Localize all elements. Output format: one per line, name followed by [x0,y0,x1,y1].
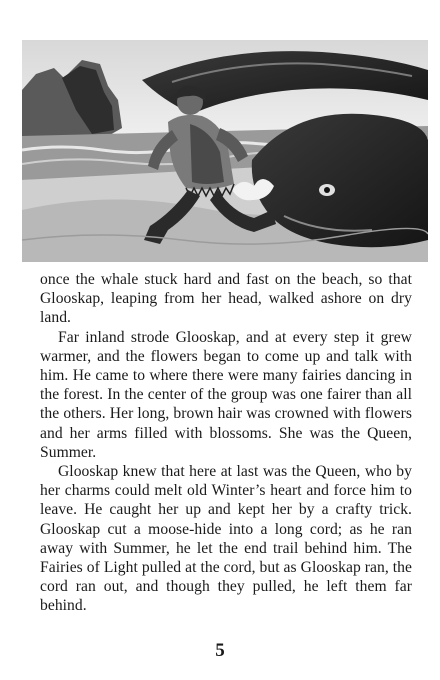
page-number: 5 [215,640,225,661]
paragraph-3: Glooskap knew that here at last was the Queen, who by her charms could melt old Winter’s heart and force him to leave. He caught her up and kept her by a crafty trick. Glooskap cut a moose-hide into a long cord; as he ran away with Summer, he let the end trail behind him. The Fairies of Light pulled at the cord, but as Glooskap ran, the cord ran out, and though they pulled, he left them far behind. [40,463,412,615]
paragraph-1: once the whale stuck hard and fast on the beach, so that Glooskap, leaping from her head, walked ashore on dry land. [40,271,412,327]
story-text [40,270,412,616]
illustration-glooskap-whale [22,40,428,262]
illustration-drawing [22,40,428,262]
paragraph-2: Far inland strode Glooskap, and at every step it grew warmer, and the flowers began to come up and talk with him. He came to where there were many fairies dancing in the forest. In the center of the group was one fairer than all the others. Her long, brown hair was crowned with flowers and her arms filled with blossoms. She was the Queen, Summer. [40,328,412,461]
